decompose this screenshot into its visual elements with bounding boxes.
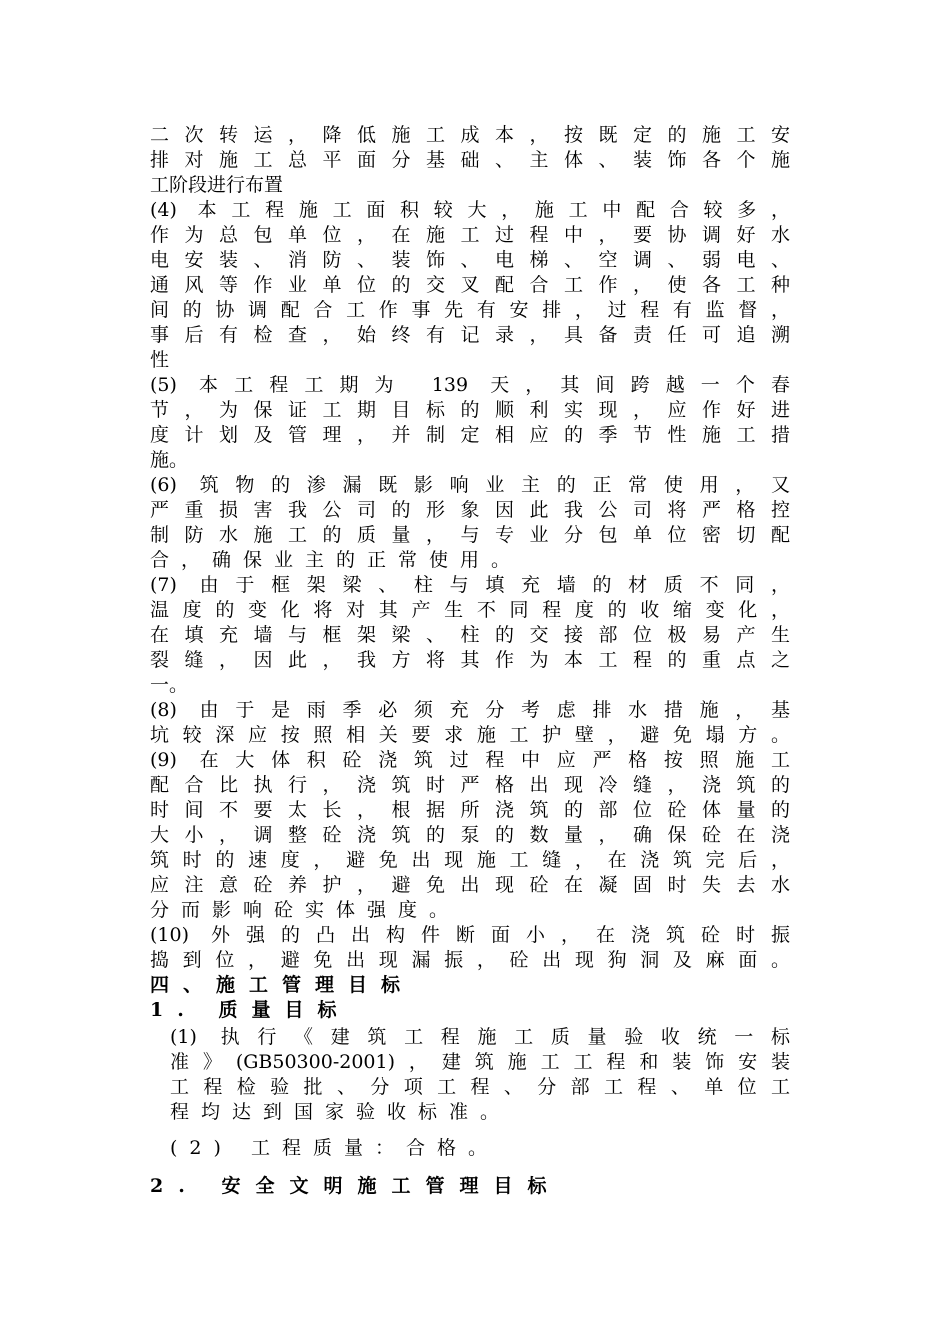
text-line: 温度的变化将对其产生不同程度的收缩变化，: [150, 599, 790, 621]
text-line: 严重损害我公司的形象因此我公司将严格控: [150, 499, 790, 521]
text-line: 通风等作业单位的交叉配合工作，使各工种: [150, 274, 790, 296]
text-line: 裂缝，因此，我方将其作为本工程的重点之: [150, 649, 790, 671]
quality-item-line: (1) 执行《建筑工程施工质量验收统一标: [170, 1026, 790, 1048]
text-line: (9) 在大体积砼浇筑过程中应严格按照施工: [150, 749, 790, 771]
text-line: 间的协调配合工作事先有安排，过程有监督，: [150, 299, 790, 321]
section-heading: 四、施工管理目标: [150, 974, 415, 996]
text-line: 排对施工总平面分基础、主体、装饰各个施: [150, 149, 790, 171]
text-line: (6) 筑物的渗漏既影响业主的正常使用，又: [150, 474, 790, 496]
quality-result: (2) 工程质量：合格。: [170, 1137, 499, 1159]
text-line: 一。: [150, 674, 189, 696]
text-line: 坑较深应按照相关要求施工护壁，避免塌方。: [150, 724, 790, 746]
text-line: (8) 由于是雨季必须充分考虑排水措施，基: [150, 699, 790, 721]
quality-item-line: 准》(GB50300-2001)，建筑施工工程和装饰安装: [170, 1051, 790, 1073]
text-line: 分而影响砼实体强度。: [150, 899, 461, 921]
subsection-heading-quality: 1. 质量目标: [150, 999, 351, 1021]
text-line: 事后有检查，始终有记录，具备责任可追溯: [150, 324, 790, 346]
text-line: (10) 外强的凸出构件断面小，在浇筑砼时振: [150, 924, 790, 946]
text-line: 性: [150, 349, 170, 371]
text-line: (5) 本工程工期为 139 天，其间跨越一个春: [150, 374, 790, 396]
text-line: 大小，调整砼浇筑的泵的数量，确保砼在浇: [150, 824, 790, 846]
text-line: 度计划及管理，并制定相应的季节性施工措: [150, 424, 790, 446]
text-line: 二次转运，降低施工成本，按既定的施工安: [150, 124, 790, 146]
text-line: 施。: [150, 449, 189, 471]
text-line: 制防水施工的质量，与专业分包单位密切配: [150, 524, 790, 546]
text-line: 在填充墙与框架梁、柱的交接部位极易产生: [150, 624, 790, 646]
text-line: 节，为保证工期目标的顺利实现，应作好进: [150, 399, 790, 421]
text-line: 作为总包单位，在施工过程中，要协调好水: [150, 224, 790, 246]
text-line: 筑时的速度，避免出现施工缝，在浇筑完后，: [150, 849, 790, 871]
text-line: (7) 由于框架梁、柱与填充墙的材质不同，: [150, 574, 790, 596]
text-line: 合，确保业主的正常使用。: [150, 549, 523, 571]
text-line: 时间不要太长，根据所浇筑的部位砼体量的: [150, 799, 790, 821]
subsection-heading-safety: 2. 安全文明施工管理目标: [150, 1175, 562, 1197]
text-line: 应注意砼养护，避免出现砼在凝固时失去水: [150, 874, 790, 896]
text-line: 捣到位，避免出现漏振，砼出现狗洞及麻面。: [150, 949, 790, 971]
quality-item-line: 程均达到国家验收标准。: [170, 1101, 512, 1123]
text-line: 电安装、消防、装饰、电梯、空调、弱电、: [150, 249, 790, 271]
text-line: (4) 本工程施工面积较大，施工中配合较多，: [150, 199, 790, 221]
text-line: 配合比执行，浇筑时严格出现冷缝，浇筑的: [150, 774, 790, 796]
quality-item-line: 工程检验批、分项工程、分部工程、单位工: [170, 1076, 790, 1098]
text-line: 工阶段进行布置: [150, 174, 284, 196]
